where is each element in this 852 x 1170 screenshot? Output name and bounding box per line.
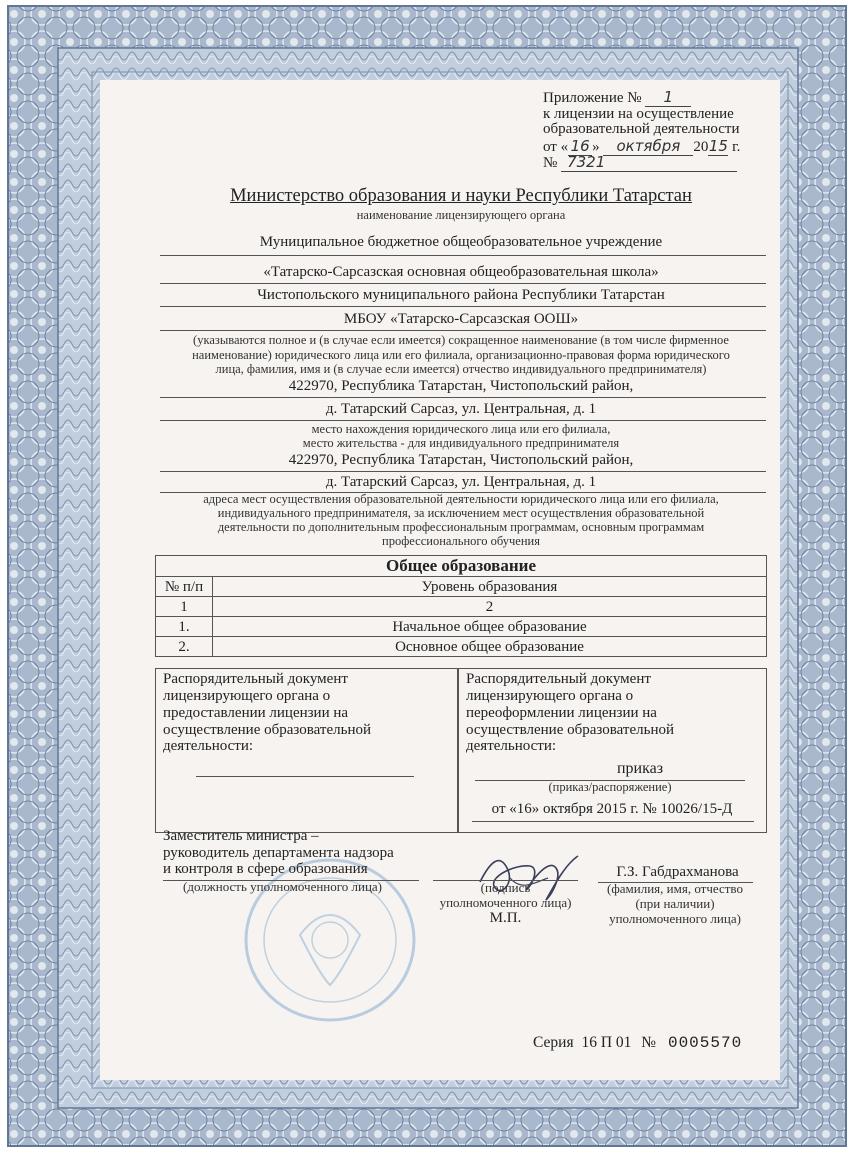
index-cell: 2 bbox=[213, 597, 767, 617]
row-number: 1. bbox=[156, 617, 213, 637]
col-header-level: Уровень образования bbox=[213, 577, 767, 597]
left-doc-line2: лицензирующего органа о bbox=[163, 688, 331, 704]
licensee-short-name: МБОУ «Татарско-Сарсазская ООШ» bbox=[343, 311, 579, 327]
signatory-position-3: и контроля в сфере образования bbox=[163, 861, 368, 877]
activity-address-line1: 422970, Республика Татарстан, Чистопольский район, bbox=[288, 452, 634, 468]
signatory-position-1: Заместитель министра – bbox=[163, 828, 319, 844]
appendix-month: октября bbox=[603, 137, 693, 156]
licensee-line1: Муниципальное бюджетное общеобразовательное учреждение bbox=[259, 234, 663, 250]
activity-address-caption-3: деятельности по дополнительным профессиональным программам, основным программам bbox=[217, 520, 705, 534]
index-cell: 1 bbox=[156, 597, 213, 617]
right-doc-reference: от «16» октября 2015 г. № 10026/15-Д bbox=[491, 801, 733, 817]
left-doc-blank-line bbox=[196, 776, 414, 777]
right-doc-type: приказ bbox=[616, 760, 664, 777]
location-line2: д. Татарский Сарсаз, ул. Центральная, д. 1 bbox=[325, 401, 597, 417]
table-row bbox=[156, 637, 767, 657]
right-doc-line4: осуществление образовательной bbox=[466, 722, 674, 738]
licensee-caption-1: (указываются полное и (в случае если имеется) сокращенное наименование (в том числе фирменное bbox=[193, 333, 729, 347]
year-prefix: 20 bbox=[693, 139, 709, 155]
stamp-place-label: М.П. bbox=[489, 910, 522, 926]
left-doc-line5: деятельности: bbox=[163, 738, 254, 754]
series-number-label: № bbox=[641, 1034, 657, 1051]
appendix-year: 15 bbox=[708, 137, 728, 155]
signatory-name: Г.З. Габдрахманова bbox=[616, 864, 739, 880]
education-table bbox=[155, 555, 767, 657]
row-level: Начальное общее образование bbox=[213, 617, 767, 637]
activity-address-caption-2: индивидуального предпринимателя, за исключением мест осуществления образовательной bbox=[217, 506, 705, 520]
name-caption-1: (фамилия, имя, отчество bbox=[607, 881, 743, 896]
signature-caption-2: уполномоченного лица) bbox=[439, 895, 572, 910]
right-doc-type-caption: (приказ/распоряжение) bbox=[548, 780, 672, 794]
appendix-label: Приложение № bbox=[543, 90, 642, 106]
name-caption-2: (при наличии) bbox=[635, 896, 715, 911]
license-number: 7321 bbox=[561, 153, 737, 172]
appendix-day: 16 bbox=[568, 137, 592, 156]
signature-caption-1: (подпись bbox=[480, 880, 531, 895]
licensee-caption-3: лица, фамилия, имя и (в случае если имеется) отчество индивидуального предпринимателя) bbox=[215, 362, 707, 376]
series-value: 16 П 01 bbox=[581, 1034, 632, 1051]
location-line1: 422970, Республика Татарстан, Чистопольский район, bbox=[288, 378, 634, 394]
right-doc-line5: деятельности: bbox=[466, 738, 557, 754]
right-doc-line3: переоформлении лицензии на bbox=[466, 705, 657, 721]
right-doc-line2: лицензирующего органа о bbox=[466, 688, 634, 704]
table-index-row bbox=[156, 597, 767, 617]
series-number: 0005570 bbox=[667, 1034, 743, 1052]
signatory-position-2: руководитель департамента надзора bbox=[163, 845, 394, 861]
authority-name: Министерство образования и науки Республики Татарстан bbox=[230, 186, 692, 206]
location-caption-2: место жительства - для индивидуального предпринимателя bbox=[302, 436, 620, 450]
table-row bbox=[156, 617, 767, 637]
row-level: Основное общее образование bbox=[213, 637, 767, 657]
activity-address-caption-1: адреса мест осуществления образовательной деятельности юридического лица или его филиала, bbox=[203, 492, 719, 506]
licensee-caption-2: наименование) юридического лица или его филиала, организационно-правовая форма юридического bbox=[192, 348, 730, 362]
right-doc-line1: Распорядительный документ bbox=[466, 671, 651, 687]
activity-address-line2: д. Татарский Сарсаз, ул. Центральная, д. 1 bbox=[325, 474, 597, 490]
col-header-number: № п/п bbox=[156, 577, 213, 597]
license-number-label: № bbox=[543, 155, 558, 171]
left-doc-line4: осуществление образовательной bbox=[163, 722, 371, 738]
appendix-line3: образовательной деятельности bbox=[543, 121, 740, 137]
activity-address-caption-4: профессионального обучения bbox=[382, 534, 540, 548]
appendix-line2: к лицензии на осуществление bbox=[543, 106, 734, 122]
education-table-title: Общее образование bbox=[156, 556, 767, 577]
left-doc-line3: предоставлении лицензии на bbox=[163, 705, 349, 721]
date-quote-close: » bbox=[592, 139, 600, 155]
licensee-line2: «Татарско-Сарсазская основная общеобразовательная школа» bbox=[263, 264, 659, 280]
location-caption-1: место нахождения юридического лица или его филиала, bbox=[311, 422, 611, 436]
row-number: 2. bbox=[156, 637, 213, 657]
left-doc-line1: Распорядительный документ bbox=[163, 671, 348, 687]
date-prefix: от « bbox=[543, 139, 569, 155]
year-suffix: г. bbox=[732, 139, 741, 155]
signatory-position-caption: (должность уполномоченного лица) bbox=[183, 879, 383, 894]
series-label: Серия bbox=[533, 1034, 574, 1051]
licensee-line3: Чистопольского муниципального района Республики Татарстан bbox=[257, 287, 665, 303]
authority-caption: наименование лицензирующего органа bbox=[356, 208, 566, 222]
name-caption-3: уполномоченного лица) bbox=[609, 911, 741, 926]
appendix-number: 1 bbox=[645, 88, 691, 107]
